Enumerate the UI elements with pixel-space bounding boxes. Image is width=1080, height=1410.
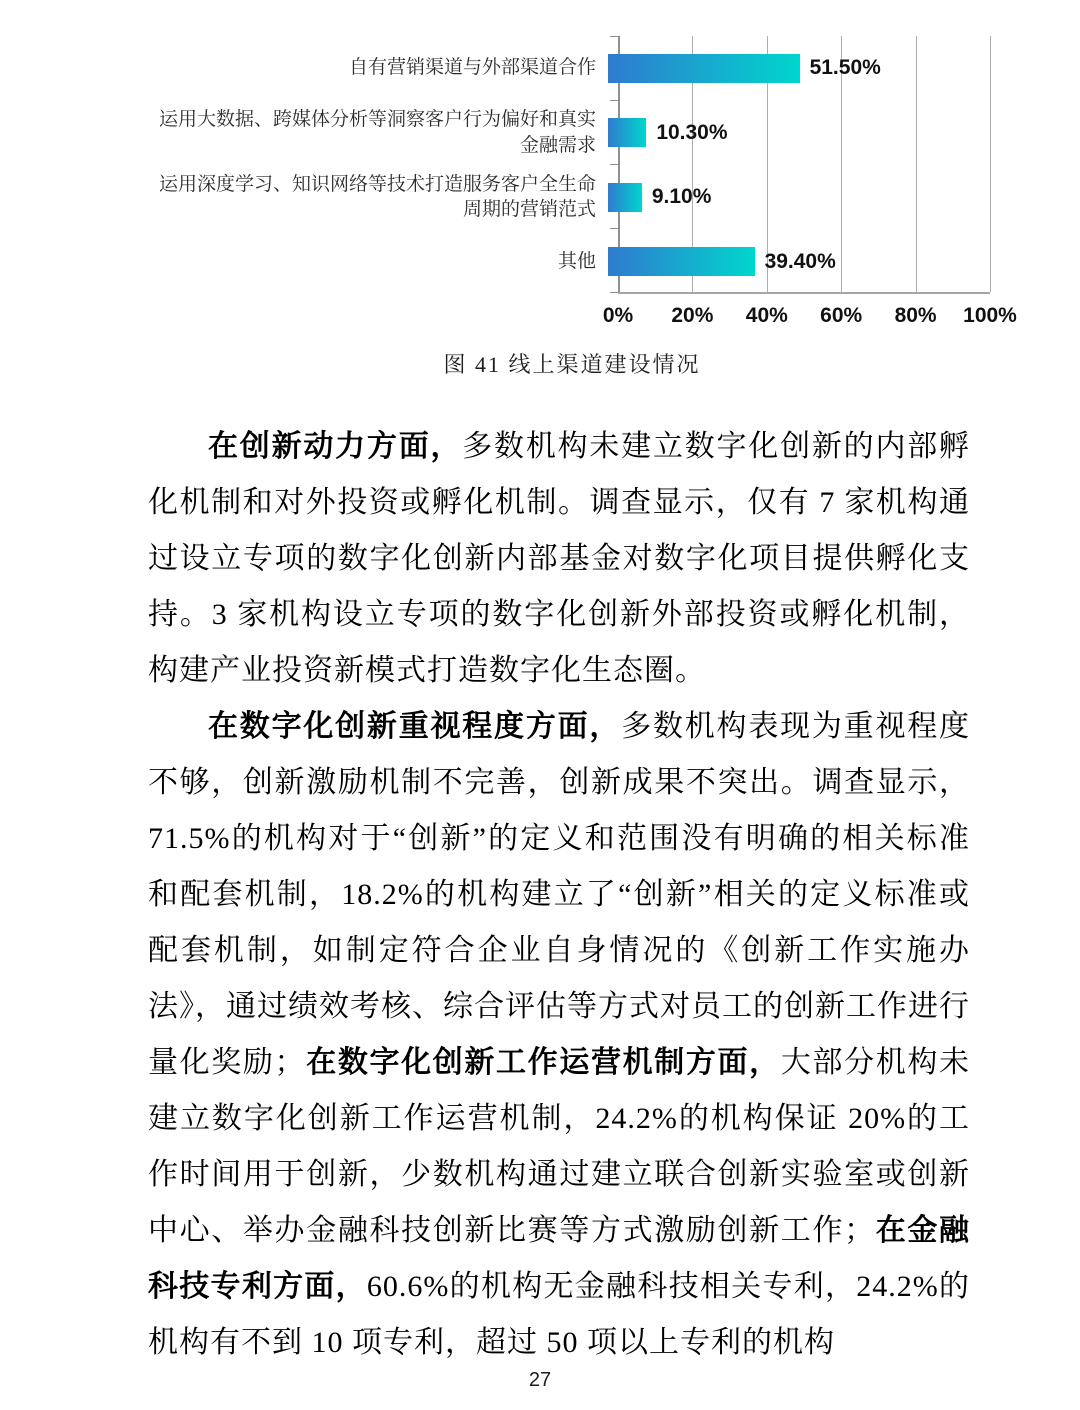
chart-x-axis <box>602 294 1017 336</box>
bold-text-segment: 在数字化创新工作运营机制方面， <box>305 1046 781 1079</box>
bar-value-label: 9.10% <box>651 185 712 209</box>
bold-text-segment: 在数字化创新重视程度方面， <box>208 710 622 743</box>
chart-row <box>154 230 990 295</box>
x-tick-label: 60% <box>820 304 863 327</box>
bar-value-label: 39.40% <box>764 249 836 273</box>
bar-track <box>608 36 980 101</box>
category-label: 运用大数据、跨媒体分析等洞察客户行为偏好和真实金融需求 <box>158 109 596 156</box>
text-segment: 多数机构表现为重视程度不够，创新激励机制不完善，创新成果不突出。调查显示，71.5%的机构对于“创新”的定义和范围没有明确的相关标准和配套机制，18.2%的机构建立了“创新”相关的定义标准或配套机制，如制定符合企业自身情况的《创新工作实施办法》，通过绩效考核、综合评估等方式对员工的创新工作进行量化奖励； <box>148 710 971 1079</box>
text-segment: 大部分机构未建立数字化创新工作运营机制，24.2%的机构保证 20%的工作时间用于创新，少数机构通过建立联合创新实验室或创新中心、举办金融科技创新比赛等方式激励创新工作； <box>148 1046 971 1247</box>
bar-value-label: 10.30% <box>656 120 728 144</box>
x-tick-label: 100% <box>963 304 1017 327</box>
figure-caption: 图 41 线上渠道建设情况 <box>443 352 701 377</box>
bar-chart-figure <box>154 36 1017 379</box>
gridline <box>990 36 991 292</box>
category-label: 其他 <box>557 250 596 272</box>
chart-row <box>154 36 990 101</box>
bold-text-segment: 在金融科技专利方面， <box>148 1214 971 1303</box>
body-text <box>148 419 970 1371</box>
text-segment: 60.6%的机构无金融科技相关专利，24.2%的机构有不到 10 项专利，超过 50 项以上专利的机构 <box>148 1270 971 1359</box>
bar <box>608 54 800 83</box>
paragraph <box>148 419 970 699</box>
paragraph <box>148 699 970 1371</box>
bar-track <box>608 165 980 230</box>
x-tick-label: 20% <box>671 304 714 327</box>
bar-track <box>608 230 980 295</box>
chart-row <box>154 101 990 166</box>
bar-track <box>608 101 980 166</box>
chart-row <box>154 165 990 230</box>
category-label: 运用深度学习、知识网络等技术打造服务客户全生命周期的营销范式 <box>158 173 596 221</box>
x-tick-label: 40% <box>745 304 788 327</box>
page-number: 27 <box>528 1369 552 1391</box>
bold-text-segment: 在创新动力方面， <box>208 430 463 463</box>
x-tick-label: 0% <box>602 304 634 327</box>
chart-plot-area <box>154 36 990 294</box>
bar-value-label: 51.50% <box>809 56 881 80</box>
chart-rows <box>154 36 990 294</box>
text-segment: 多数机构未建立数字化创新的内部孵化机制和对外投资或孵化机制。调查显示，仅有 7 家机构通过设立专项的数字化创新内部基金对数字化项目提供孵化支持。3 家机构设立专项的数字化创新外部投资或孵化机制，构建产业投资新模式打造数字化生态圈。 <box>148 430 971 687</box>
x-tick-label: 80% <box>894 304 937 327</box>
bar <box>608 183 642 212</box>
category-label: 自有营销渠道与外部渠道合作 <box>348 57 596 79</box>
bar <box>608 118 646 147</box>
bar <box>608 247 755 276</box>
